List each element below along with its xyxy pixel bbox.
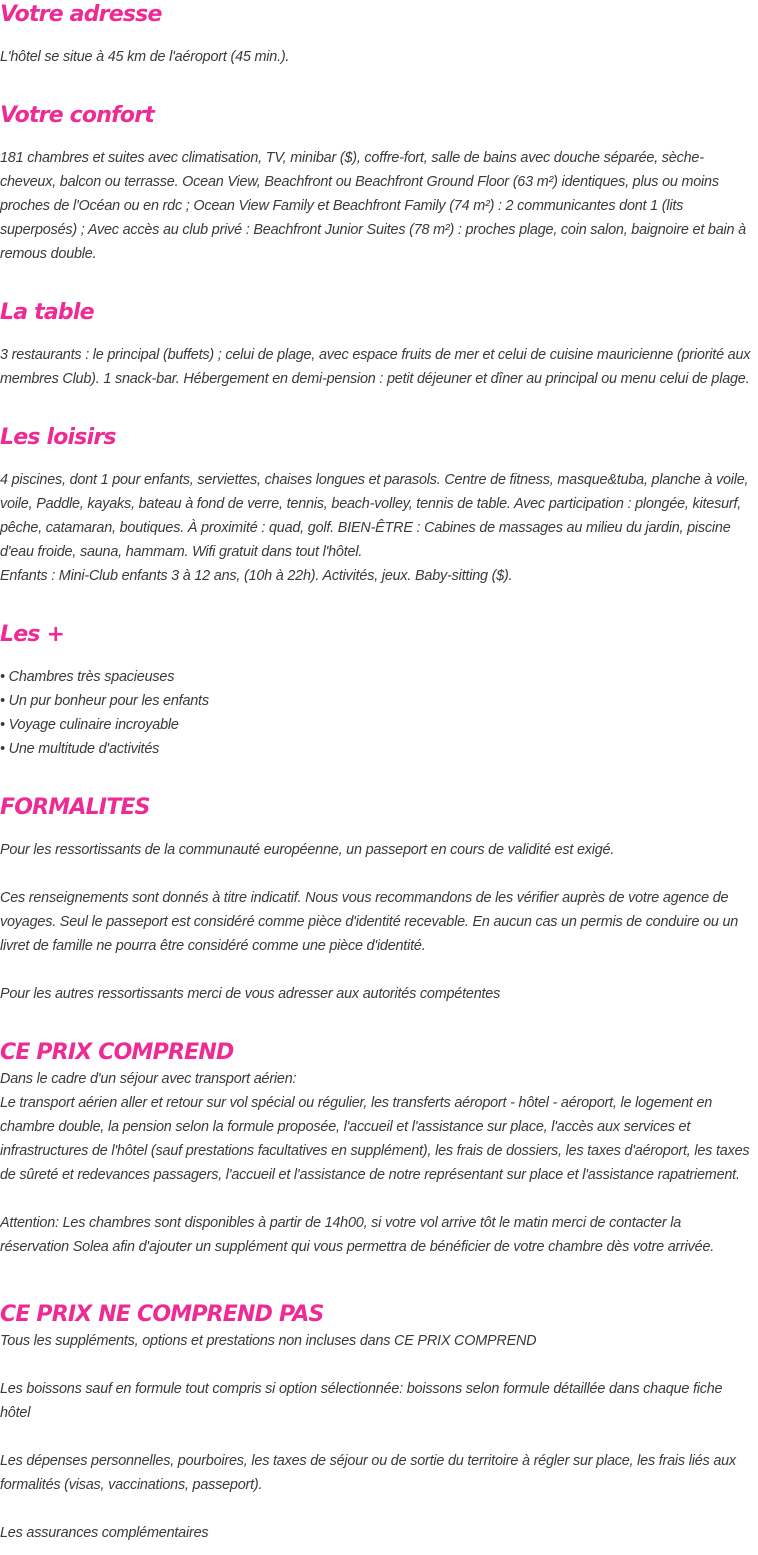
text-line: 3 restaurants : le principal (buffets) ; celui de plage, avec espace fruits de mer et celui de cuisine mauricienne (priorité aux [0,347,751,363]
list-item: • Une multitude d'activités [0,741,160,757]
text-line: Tous les suppléments, options et prestations non incluses dans CE PRIX COMPREND [0,1333,537,1349]
section-body-ne-comprend [0,1329,758,1545]
text-line: pêche, catamaran, boutiques. À proximité : quad, golf. BIEN-ÊTRE : Cabines de massages au milieu du jardin, piscine [0,520,731,536]
text-line: L'hôtel se situe à 45 km de l'aéroport (45 min.). [0,49,290,65]
section-confort [0,101,758,266]
text-line: membres Club). 1 snack-bar. Hébergement en demi-pension : petit déjeuner et dîner au principal ou menu celui de plage. [0,371,750,387]
section-comprend [0,1038,758,1259]
text-line: Enfants : Mini-Club enfants 3 à 12 ans, (10h à 22h). Activités, jeux. Baby-sitting ($). [0,568,513,584]
text-line: voile, Paddle, kayaks, bateau à fond de verre, tennis, beach-volley, tennis de table. Avec participation : plongée, kitesurf, [0,496,742,512]
text-line: Ces renseignements sont donnés à titre indicatif. Nous vous recommandons de les vérifier auprès de votre agence de [0,890,729,906]
list-item: • Voyage culinaire incroyable [0,717,179,733]
text-line: formalités (visas, vaccinations, passeport). [0,1477,263,1493]
section-title-plus: Les + [0,622,65,647]
text-line: Les boissons sauf en formule tout compris si option sélectionnée: boissons selon formule détaillée dans chaque fiche [0,1381,723,1397]
text-line: Le transport aérien aller et retour sur vol spécial ou régulier, les transferts aéroport - hôtel - aéroport, le logement en [0,1095,713,1111]
section-table [0,298,758,391]
text-line: hôtel [0,1405,31,1421]
text-line: 181 chambres et suites avec climatisation, TV, minibar ($), coffre-fort, salle de bains avec douche séparée, sèche- [0,150,704,166]
section-plus [0,620,758,761]
section-title-comprend: CE PRIX COMPREND [0,1040,234,1065]
text-line: Pour les ressortissants de la communauté européenne, un passeport en cours de validité est exigé. [0,842,615,858]
list-item: • Chambres très spacieuses [0,669,175,685]
section-ne-comprend [0,1300,758,1545]
section-title-confort: Votre confort [0,103,154,128]
text-line: Les dépenses personnelles, pourboires, les taxes de séjour ou de sortie du territoire à régler sur place, les frais liés aux [0,1453,736,1469]
section-title-ne-comprend: CE PRIX NE COMPREND PAS [0,1302,324,1327]
text-line: superposés) ; Avec accès au club privé : Beachfront Junior Suites (78 m²) : proches plage, coin salon, baignoire et bain à [0,222,746,238]
text-line: Pour les autres ressortissants merci de vous adresser aux autorités compétentes [0,986,501,1002]
text-line: livret de famille ne pourra être considéré comme une pièce d'identité. [0,938,426,954]
section-body-comprend [0,1067,758,1259]
text-line: 4 piscines, dont 1 pour enfants, serviettes, chaises longues et parasols. Centre de fitness, masque&tuba, planche à voile, [0,472,749,488]
text-line: cheveux, balcon ou terrasse. Ocean View, Beachfront ou Beachfront Ground Floor (63 m²) identiques, plus ou moins [0,174,719,190]
text-line: chambre double, la pension selon la formule proposée, l'accueil et l'assistance sur place, l'accès aux services et [0,1119,691,1135]
text-line: Attention: Les chambres sont disponibles à partir de 14h00, si votre vol arrive tôt le matin merci de contacter la [0,1215,682,1231]
section-adresse [0,0,758,69]
section-title-adresse: Votre adresse [0,2,162,27]
section-loisirs [0,423,758,588]
section-formalites [0,793,758,1006]
text-line: infrastructures de l'hôtel (sauf prestations facultatives en supplément), les frais de dossiers, les taxes d'aéroport, les taxes [0,1143,750,1159]
text-line: proches de l'Océan ou en rdc ; Ocean View Family et Beachfront Family (74 m²) : 2 communicantes dont 1 (lits [0,198,684,214]
text-line: voyages. Seul le passeport est considéré comme pièce d'identité recevable. En aucun cas un permis de conduire ou un [0,914,739,930]
section-body-loisirs [0,468,758,588]
section-body-formalites [0,838,758,1006]
section-title-formalites: FORMALITES [0,795,150,820]
list-item: • Un pur bonheur pour les enfants [0,693,209,709]
section-body-adresse [0,45,758,69]
text-line: Les assurances complémentaires [0,1525,209,1541]
section-body-table [0,343,758,391]
section-title-loisirs: Les loisirs [0,425,116,450]
section-body-plus [0,665,758,761]
section-body-confort [0,146,758,266]
text-line: d'eau froide, sauna, hammam. Wifi gratuit dans tout l'hôtel. [0,544,363,560]
text-line: de sûreté et redevances passagers, l'accueil et l'assistance de notre représentant sur place et l'assistance rapatriement. [0,1167,740,1183]
text-line: réservation Solea afin d'ajouter un supplément qui vous permettra de bénéficier de votre chambre dès votre arrivée. [0,1239,715,1255]
text-line: remous double. [0,246,97,262]
section-title-table: La table [0,300,94,325]
text-line: Dans le cadre d'un séjour avec transport aérien: [0,1071,297,1087]
